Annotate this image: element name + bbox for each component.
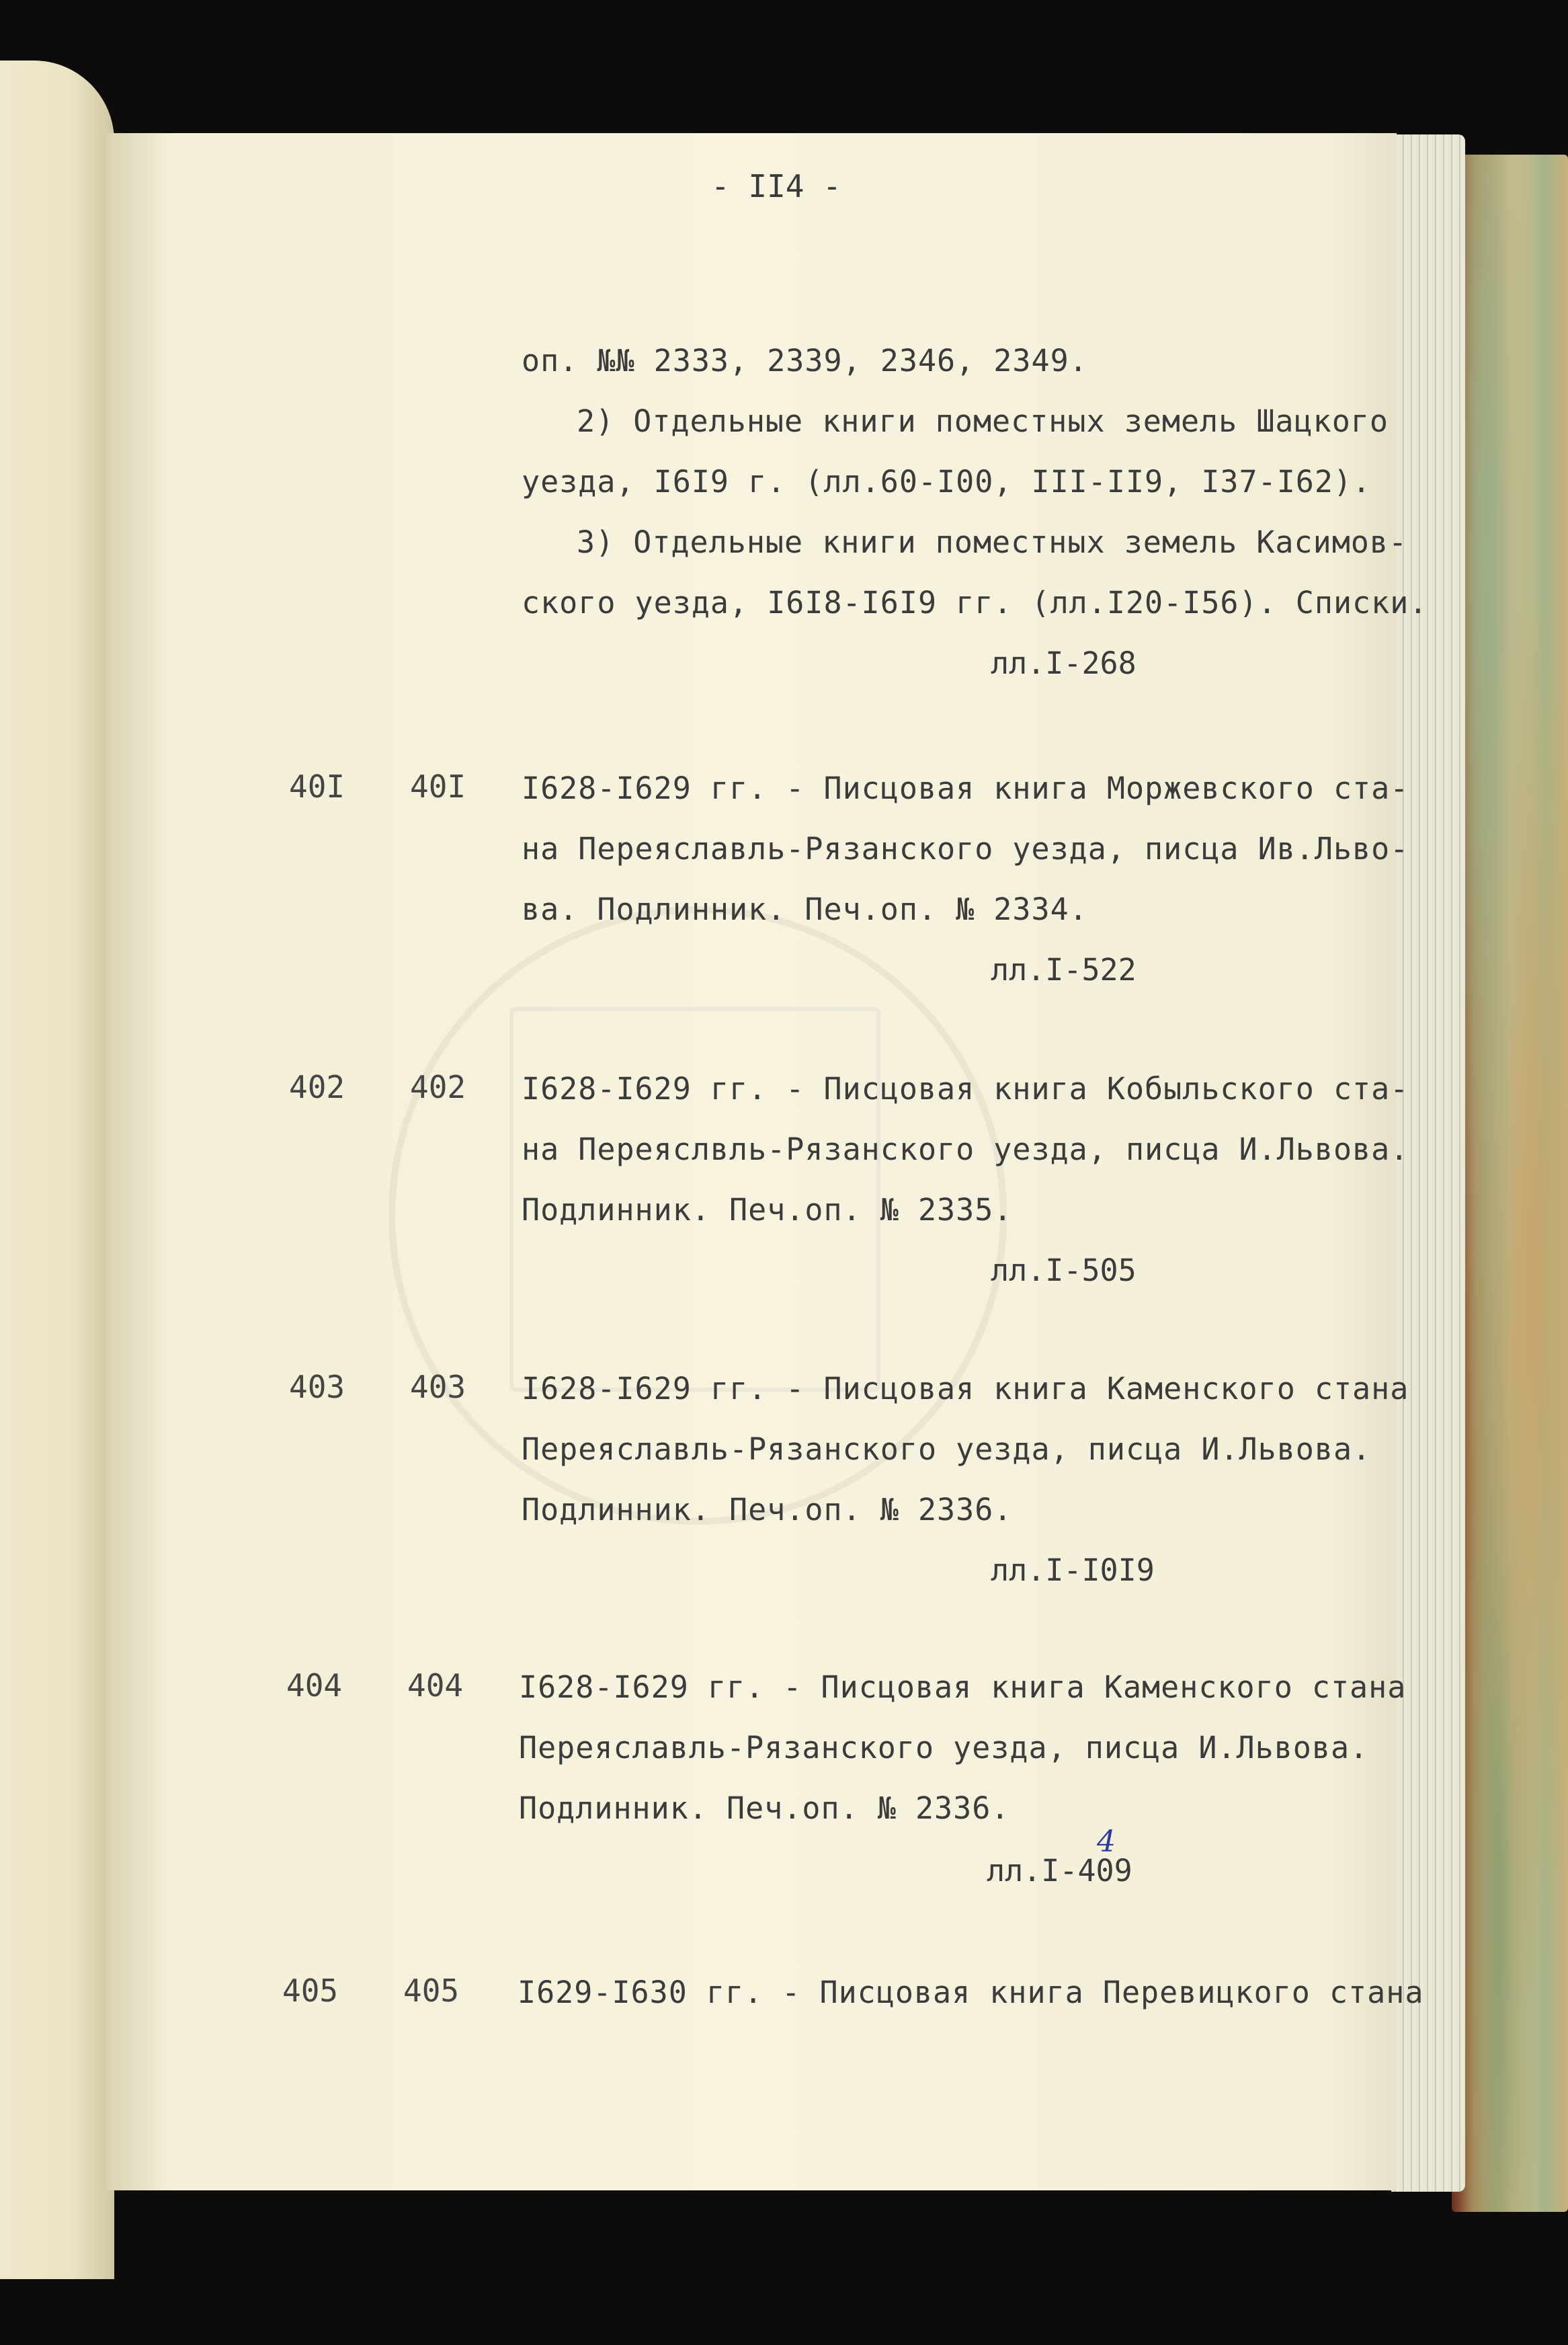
entry-text-line: I628-I629 гг. - Писцовая книга Моржевского ста- bbox=[522, 770, 1409, 806]
entry-number: 404 bbox=[286, 1667, 343, 1704]
entry-number-secondary: 405 bbox=[403, 1973, 460, 2009]
entry-number: 402 bbox=[289, 1069, 345, 1105]
entry-number-secondary: 404 bbox=[407, 1667, 464, 1704]
entry-number-secondary: 403 bbox=[410, 1369, 466, 1405]
entry-text-line: I628-I629 гг. - Писцовая книга Каменского стана bbox=[522, 1371, 1409, 1406]
folio-reference: лл.I-505 bbox=[991, 1253, 1137, 1288]
text-line: ского уезда, I6I8-I6I9 гг. (лл.I20-I56). Списки. bbox=[522, 585, 1428, 621]
page-number: - II4 - bbox=[711, 168, 841, 204]
text-line: 3) Отдельные книги поместных земель Касимов- bbox=[577, 524, 1408, 560]
entry-number: 40I bbox=[289, 768, 345, 805]
document-page bbox=[106, 133, 1428, 2190]
entry-number-secondary: 40I bbox=[410, 768, 466, 805]
entry-text-line: I628-I629 гг. - Писцовая книга Каменского стана bbox=[519, 1669, 1407, 1705]
entry-text-line: I629-I630 гг. - Писцовая книга Перевицкого стана bbox=[518, 1975, 1424, 2010]
entry-text-line: Подлинник. Печ.оп. № 2336. bbox=[522, 1492, 1013, 1527]
entry-number: 405 bbox=[282, 1973, 339, 2009]
entry-text-line: на Переяславль-Рязанского уезда, писца Ив.Льво- bbox=[522, 831, 1409, 867]
entry-text-line: I628-I629 гг. - Писцовая книга Кобыльского ста- bbox=[522, 1071, 1409, 1107]
entry-number-secondary: 402 bbox=[410, 1069, 466, 1105]
text-line: уезда, I6I9 г. (лл.60-I00, III-II9, I37-I62). bbox=[522, 464, 1372, 500]
text-line: оп. №№ 2333, 2339, 2346, 2349. bbox=[522, 343, 1088, 379]
folio-reference: лл.I-522 bbox=[991, 952, 1137, 988]
text-line: 2) Отдельные книги поместных земель Шацкого bbox=[577, 403, 1389, 439]
entry-number: 403 bbox=[289, 1369, 345, 1405]
folio-reference: лл.I-268 bbox=[991, 645, 1137, 681]
folio-reference: лл.I-409 bbox=[987, 1853, 1132, 1889]
handwritten-correction: 4 bbox=[1097, 1825, 1116, 1859]
left-page bbox=[0, 61, 114, 2279]
entry-text-line: Переяславль-Рязанского уезда, писца И.Львова. bbox=[519, 1730, 1369, 1765]
marbled-book-edge bbox=[1452, 155, 1568, 2212]
entry-text-line: Подлинник. Печ.оп. № 2335. bbox=[522, 1192, 1013, 1228]
entry-text-line: на Переяслвль-Рязанского уезда, писца И.Львова. bbox=[522, 1131, 1409, 1167]
folio-reference: лл.I-I0I9 bbox=[991, 1552, 1155, 1588]
entry-text-line: ва. Подлинник. Печ.оп. № 2334. bbox=[522, 891, 1088, 927]
entry-text-line: Переяславль-Рязанского уезда, писца И.Львова. bbox=[522, 1431, 1372, 1467]
entry-text-line: Подлинник. Печ.оп. № 2336. bbox=[519, 1790, 1010, 1826]
